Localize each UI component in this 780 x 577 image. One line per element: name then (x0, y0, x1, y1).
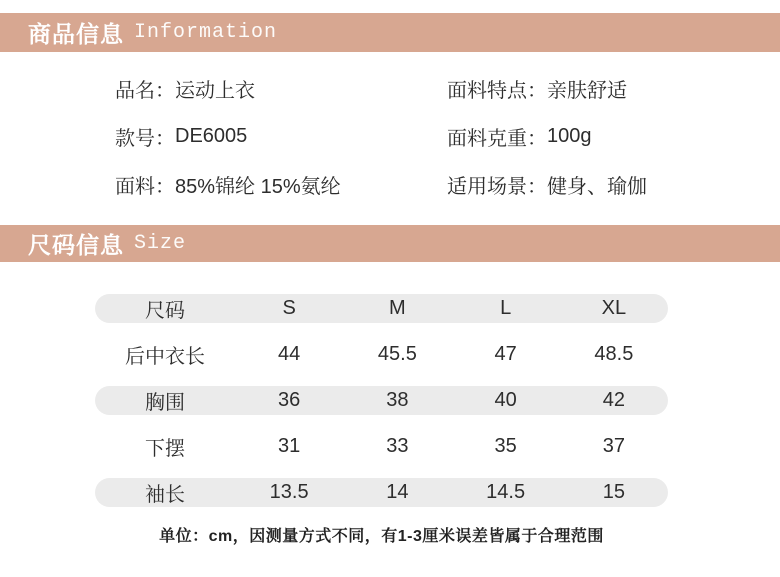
field-label: 面料克重： (447, 127, 547, 150)
header-cell-m: M (389, 297, 406, 319)
header-cell-xl: XL (601, 297, 627, 319)
product-attributes-left (115, 64, 341, 208)
row-value: 40 (494, 389, 517, 411)
field-label: 款号： (115, 127, 175, 150)
row-value: 48.5 (594, 343, 634, 365)
field-product-name (115, 64, 341, 112)
header-cell-l: L (500, 297, 512, 319)
product-attributes-right (447, 64, 647, 208)
row-label: 后中衣长 (125, 346, 205, 368)
size-table-header-row (95, 294, 668, 323)
field-label: 面料： (115, 175, 175, 198)
row-label: 下摆 (145, 438, 185, 460)
product-info-header (0, 13, 780, 52)
row-label: 胸围 (145, 392, 185, 414)
measurement-note: 单位：cm，因测量方式不同，有1-3厘米误差皆属于合理范围 (159, 528, 604, 545)
size-info-title-cn: 尺码信息 (28, 232, 124, 258)
product-info-title-en: Information (134, 21, 278, 44)
row-value: 14.5 (486, 481, 526, 503)
field-value: 运动上衣 (175, 79, 255, 102)
field-fabric-weight (447, 112, 647, 160)
product-info-title-cn: 商品信息 (28, 21, 124, 47)
row-value: 36 (278, 389, 301, 411)
size-table-row-back-length (95, 340, 668, 369)
row-value: 14 (386, 481, 409, 503)
row-value: 35 (494, 435, 517, 457)
field-style-number (115, 112, 341, 160)
size-info-title-en: Size (134, 232, 187, 255)
row-value: 47 (494, 343, 517, 365)
row-value: 38 (386, 389, 409, 411)
field-value: 85%锦纶 15%氨纶 (175, 175, 341, 198)
header-cell-size: 尺码 (145, 300, 185, 322)
row-value: 31 (278, 435, 301, 457)
row-value: 33 (386, 435, 409, 457)
field-value: 健身、瑜伽 (547, 175, 647, 198)
size-table-row-hem (95, 432, 668, 461)
field-fabric-feature (447, 64, 647, 112)
size-table (95, 294, 668, 524)
field-label: 品名： (115, 79, 175, 102)
row-label: 袖长 (145, 484, 185, 506)
field-label: 面料特点： (447, 79, 547, 102)
field-value: DE6005 (175, 124, 248, 147)
field-value: 100g (547, 124, 592, 147)
field-fabric (115, 160, 341, 208)
size-info-header (0, 225, 780, 262)
row-value: 45.5 (377, 343, 417, 365)
header-cell-s: S (282, 297, 296, 319)
field-use-scene (447, 160, 647, 208)
size-table-row-chest (95, 386, 668, 415)
row-value: 13.5 (269, 481, 309, 503)
row-value: 44 (278, 343, 301, 365)
field-label: 适用场景： (447, 175, 547, 198)
field-value: 亲肤舒适 (547, 79, 627, 102)
row-value: 15 (602, 481, 625, 503)
row-value: 42 (602, 389, 625, 411)
row-value: 37 (602, 435, 625, 457)
size-table-row-sleeve (95, 478, 668, 507)
